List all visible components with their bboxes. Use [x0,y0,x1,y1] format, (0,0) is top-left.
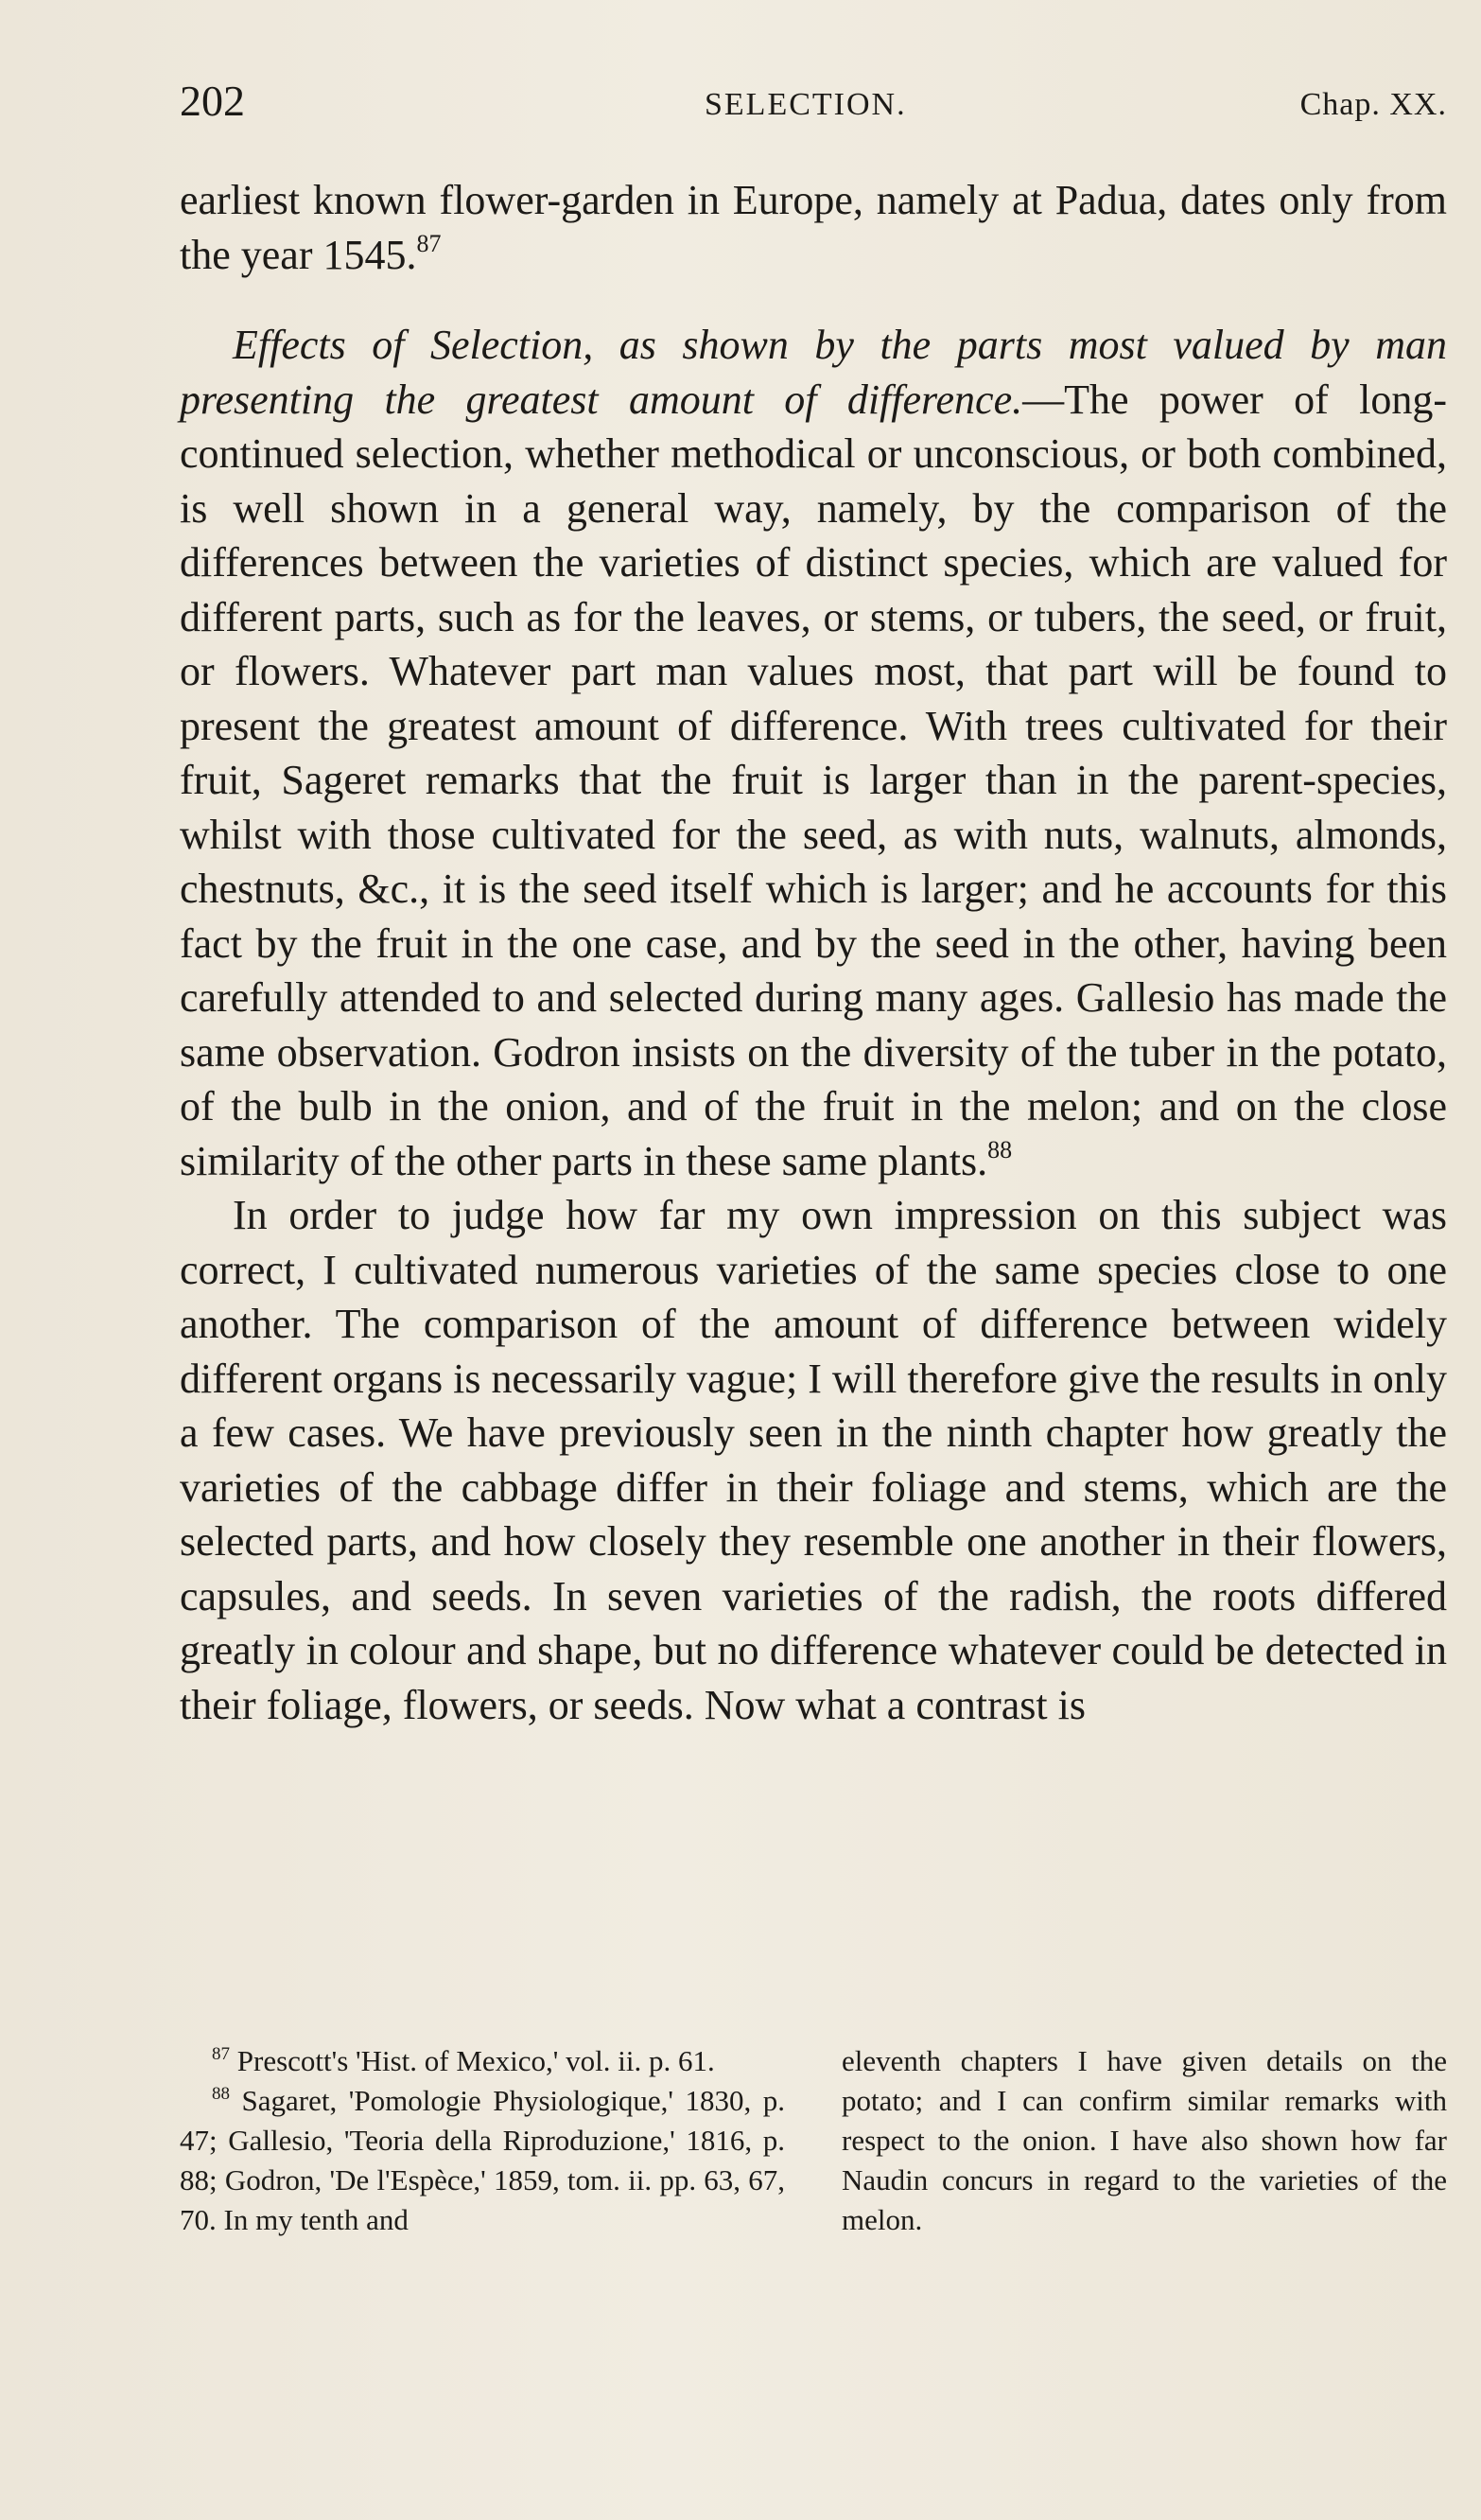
footnote-ref-87: 87 [416,229,442,257]
footnote-column-right [842,2041,1447,2240]
footnote-ref-88: 88 [987,1135,1013,1164]
footnote-88-text-left: Sagaret, 'Pomologie Physiologique,' 1830, p. 47; Gallesio, 'Teoria della Riproduzione,' 1816, p. 88; Godron, 'De l'Espèce,' 1859, tom. ii. pp. 63, 67, 70. In my tenth and [180,2084,785,2236]
footnote-marker-87: 87 [212,2044,230,2064]
footnotes [180,2041,1447,2240]
footnote-88-continuation: eleventh chapters I have given details on the potato; and I can confirm similar remarks with respect to the onion. I have also shown how far Naudin concurs in regard to the varieties of the melon. [842,2044,1447,2236]
page-number: 202 [180,77,245,125]
footnote-87-text: Prescott's 'Hist. of Mexico,' vol. ii. p. 61. [236,2044,715,2077]
selection-paragraph [180,318,1447,1188]
chapter-label: Chap. XX. [1299,87,1447,122]
section-title: SELECTION. [705,87,907,122]
footnote-87 [180,2041,785,2081]
footnote-88 [180,2081,785,2240]
running-head [180,76,1447,132]
intro-text: earliest known flower-garden in Europe, namely at Padua, dates only from the year 1545. [180,177,1447,278]
footnote-marker-88: 88 [212,2084,230,2104]
intro-paragraph [180,173,1447,282]
footnote-column-left [180,2041,785,2240]
body-text [180,173,1447,1732]
selection-paragraph-text: —The power of long-continued selection, whether methodical or unconscious, or both combined, is well shown in a general way, namely, by the comparison of the differences between the varieties of distinct species, which are valued for different parts, such as for the leaves, or stems, or tubers, the seed, or fruit, or flowers. Whatever part man values most, that part will be found to present the greatest amount of difference. With trees cultivated for their fruit, Sageret remarks that the fruit is larger than in the parent-species, whilst with those cultivated for the seed, as with nuts, walnuts, almonds, chestnuts, &c., it is the seed itself which is larger; and he accounts for this fact by the fruit in the one case, and by the seed in the other, having been carefully attended to and selected during many ages. Gallesio has made the same observation. Godron insists on the diversity of the tuber in the potato, of the bulb in the onion, and of the fruit in the melon; and on the close similarity of the other parts in these same plants. [180,376,1447,1184]
section-heading: Effects of Selection, as shown by the parts most valued by man presenting the greatest amount of difference. [180,322,1447,423]
experiment-paragraph: In order to judge how far my own impression on this subject was correct, I cultivated numerous varieties of the same species close to one another. The comparison of the amount of difference between widely different organs is necessarily vague; I will therefore give the results in only a few cases. We have previously seen in the ninth chapter how greatly the varieties of the cabbage differ in their foliage and stems, which are the selected parts, and how closely they resemble one another in their flowers, capsules, and seeds. In seven varieties of the radish, the roots differed greatly in colour and shape, but no difference whatever could be detected in their foliage, flowers, or seeds. Now what a contrast is [180,1192,1447,1728]
